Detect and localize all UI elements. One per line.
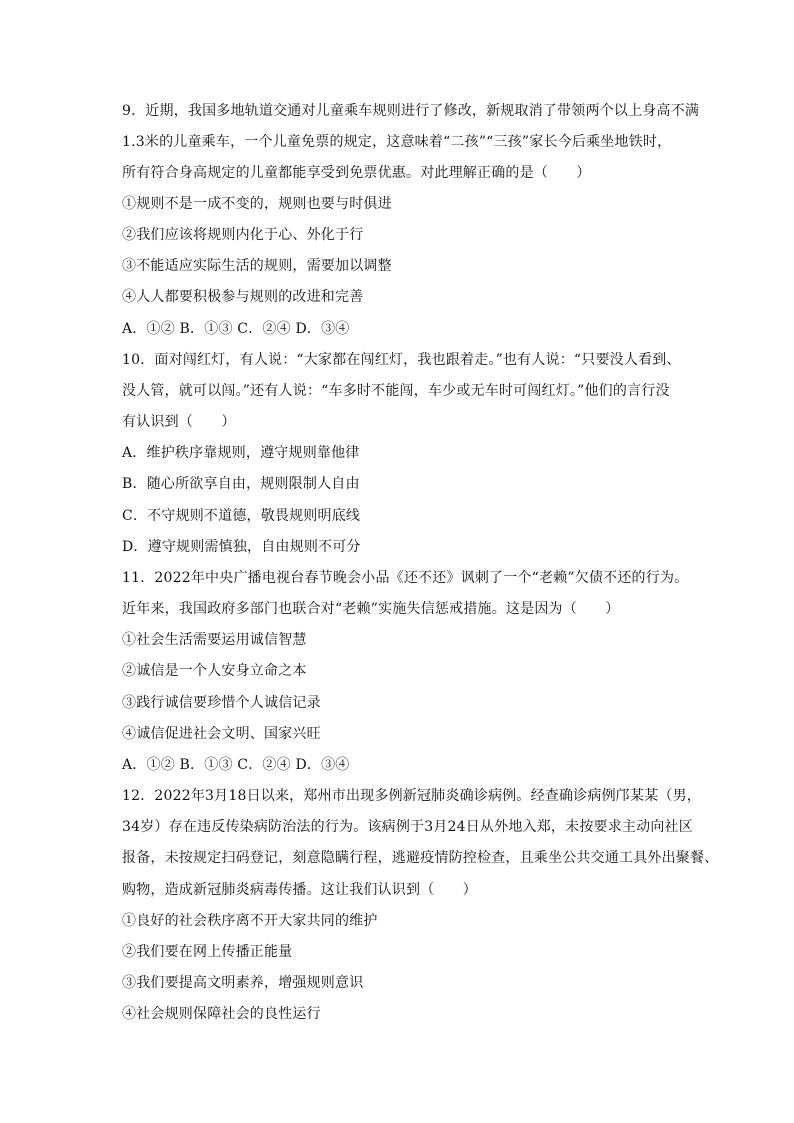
q11-item-2: ②诚信是一个人安身立命之本: [122, 663, 307, 679]
q12-stem-line-3: 报备，未按规定扫码登记，刻意隐瞒行程，逃避疫情防控检查，且乘坐公共交通工具外出聚餐、: [122, 850, 719, 866]
q12-stem-line-1: 12．2022年3月18日以来，郑州市出现多例新冠肺炎确诊病例。经查确诊病例邝某某（男，: [122, 788, 701, 804]
q12-item-1: ①良好的社会秩序离不开大家共同的维护: [122, 913, 378, 929]
q12-item-3: ③我们要提高文明素养，增强规则意识: [122, 975, 364, 991]
q9-item-2: ②我们应该将规则内化于心、外化于行: [122, 227, 364, 243]
q9-item-1: ①规则不是一成不变的，规则也要与时俱进: [122, 196, 392, 212]
q11-item-1: ①社会生活需要运用诚信智慧: [122, 632, 307, 648]
q9-stem-line-2: 1.3米的儿童乘车，一个儿童免票的规定，这意味着“二孩”“三孩”家长今后乘坐地铁时，: [122, 134, 672, 150]
q10-stem-line-3: 有认识到（ ）: [122, 414, 236, 430]
q9-item-3: ③不能适应实际生活的规则，需要加以调整: [122, 258, 392, 274]
q11-stem-line-2: 近年来，我国政府多部门也联合对“老赖”实施失信惩戒措施。这是因为（ ）: [122, 601, 620, 617]
q10-option-d: D．遵守规则需慎独，自由规则不可分: [122, 539, 361, 555]
q11-options: A．①② B．①③ C．②④ D．③④: [122, 757, 350, 773]
q9-stem-line-1: 9．近期，我国多地轨道交通对儿童乘车规则进行了修改，新规取消了带领两个以上身高不满: [122, 103, 700, 119]
q12-stem-line-2: 34岁）存在违反传染病防治法的行为。该病例于3月24日从外地入郑，未按要求主动向社区: [122, 819, 693, 835]
q11-item-4: ④诚信促进社会文明、国家兴旺: [122, 726, 321, 742]
q12-stem-line-4: 购物，造成新冠肺炎病毒传播。这让我们认识到（ ）: [122, 882, 477, 898]
q11-stem-line-1: 11．2022年中央广播电视台春节晚会小品《还不还》讽刺了一个“老赖”欠债不还的行为。: [122, 570, 689, 586]
q12-item-2: ②我们要在网上传播正能量: [122, 944, 293, 960]
q9-item-4: ④人人都要积极参与规则的改进和完善: [122, 289, 364, 305]
q10-stem-line-2: 没人管，就可以闯。”还有人说：“车多时不能闯，车少或无车时可闯红灯。”他们的言行没: [122, 383, 670, 399]
q9-stem-line-3: 所有符合身高规定的儿童都能享受到免票优惠。对此理解正确的是（ ）: [122, 165, 591, 181]
q10-stem-line-1: 10．面对闯红灯，有人说：“大家都在闯红灯，我也跟着走。”也有人说：“只要没人看到、: [122, 352, 681, 368]
q10-option-a: A．维护秩序靠规则，遵守规则靠他律: [122, 445, 360, 461]
q10-option-b: B．随心所欲享自由，规则限制人自由: [122, 476, 360, 492]
q9-options: A．①② B．①③ C．②④ D．③④: [122, 321, 350, 337]
q12-item-4: ④社会规则保障社会的良性运行: [122, 1006, 321, 1022]
q11-item-3: ③践行诚信要珍惜个人诚信记录: [122, 695, 321, 711]
q10-option-c: C．不守规则不道德，敬畏规则明底线: [122, 508, 361, 524]
